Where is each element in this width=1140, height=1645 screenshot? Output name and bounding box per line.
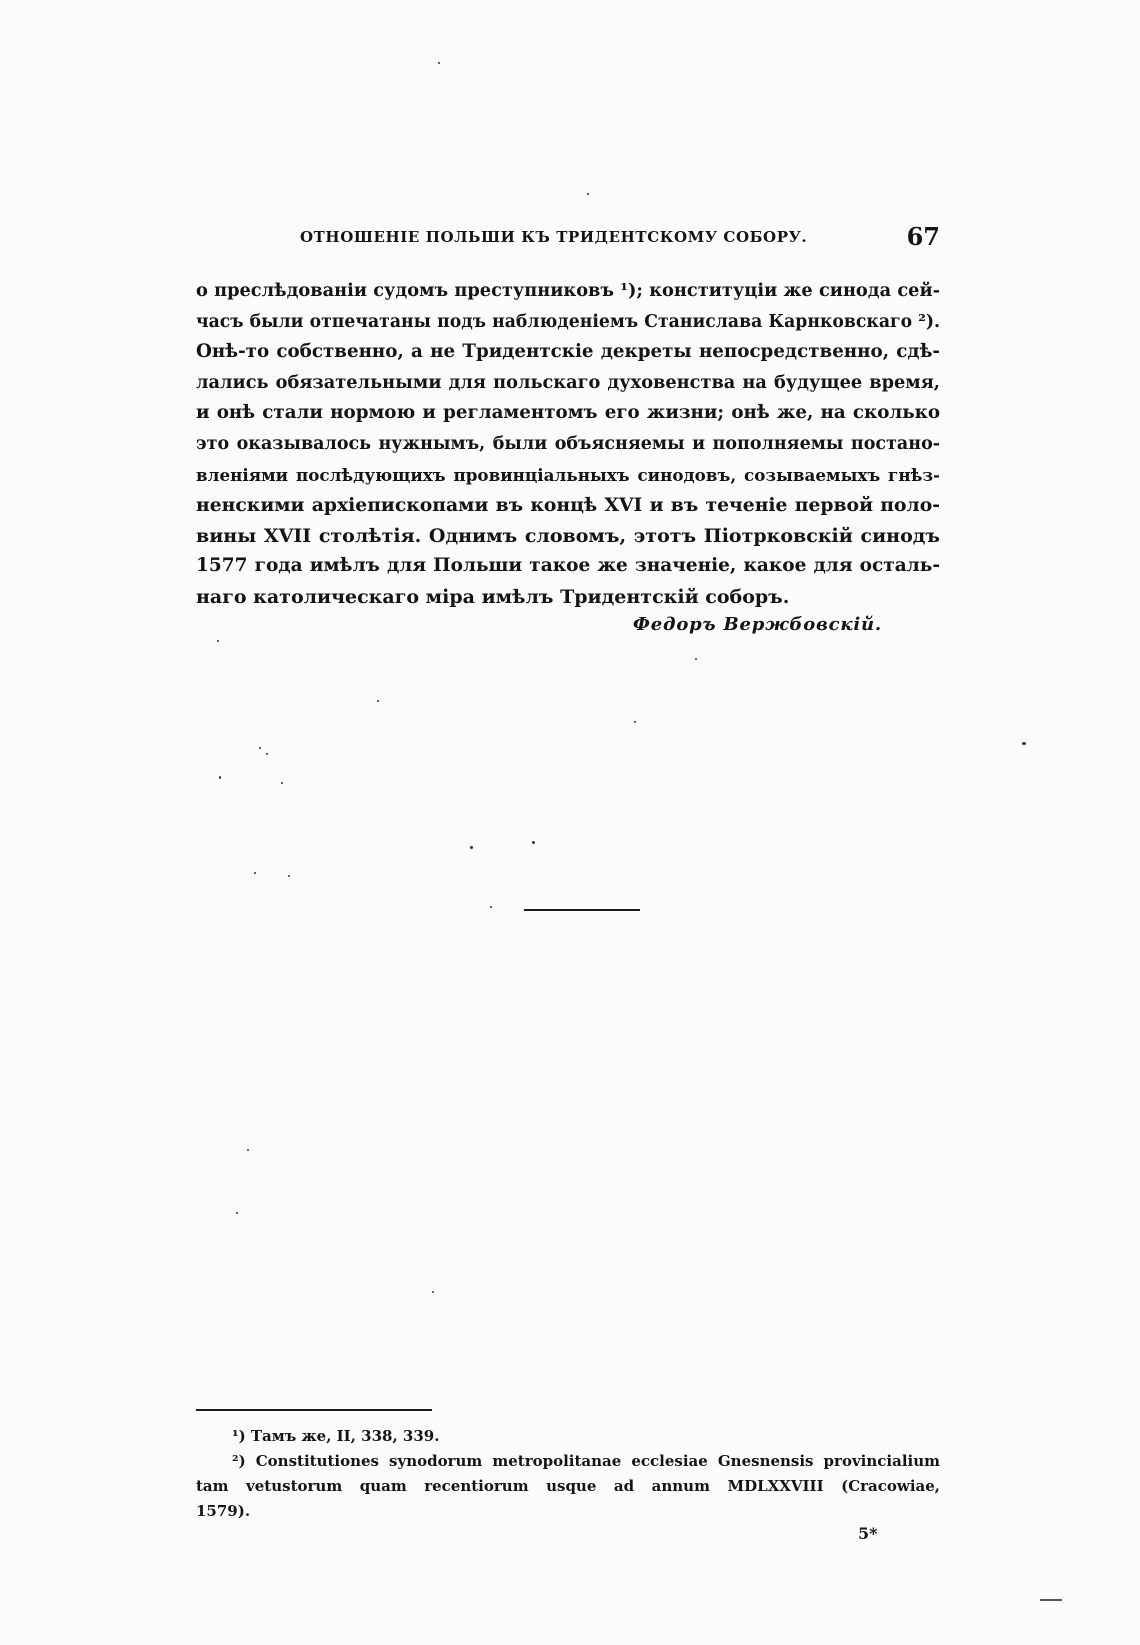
scan-speck — [432, 1291, 434, 1293]
text-line: лались обязательными для польскаго духовенства на будущее время, — [196, 371, 940, 393]
running-title: ОТНОШЕНІЕ ПОЛЬШИ КЪ ТРИДЕНТСКОМУ СОБОРУ. — [300, 228, 808, 246]
page-number: 67 — [906, 222, 940, 251]
author-signature: Федоръ Вержбовскій. — [632, 614, 882, 635]
scan-speck — [247, 1149, 249, 1151]
text-line: ненскими архіепископами въ концѣ XVI и въ теченіе первой поло- — [196, 494, 940, 517]
scan-speck — [532, 841, 535, 844]
printer-signature-mark: 5* — [858, 1524, 878, 1543]
text-line: это оказывалось нужнымъ, были объясняемы и пополняемы постано- — [196, 433, 940, 454]
scan-edge-mark — [1040, 1599, 1062, 1601]
text-line: часъ были отпечатаны подъ наблюденіемъ Станислава Карнковскаго ²). — [196, 311, 940, 332]
scan-speck — [1022, 742, 1026, 745]
scan-speck — [281, 782, 283, 784]
text-line: вины XVII столѣтія. Однимъ словомъ, этотъ Піотрковскій синодъ — [196, 524, 940, 547]
text-line: и онѣ стали нормою и регламентомъ его жизни; онѣ же, на сколько — [196, 402, 940, 424]
scan-speck — [236, 1212, 238, 1214]
scan-speck — [634, 721, 636, 723]
scan-speck — [470, 846, 473, 849]
scan-speck — [490, 906, 492, 908]
section-divider — [524, 909, 640, 911]
footnote-1: ¹) Тамъ же, II, 338, 339. — [232, 1427, 440, 1445]
scan-speck — [695, 658, 697, 660]
scan-speck — [217, 640, 219, 642]
footnote-2-end: 1579). — [196, 1502, 251, 1520]
scan-speck — [259, 747, 261, 749]
scan-speck — [377, 700, 379, 702]
footnote-rule — [196, 1409, 432, 1411]
text-line: 1577 года имѣлъ для Польши такое же значеніе, какое для осталь- — [196, 555, 940, 577]
scan-speck — [219, 776, 221, 779]
footnote-2-continued: tam vetustorum quam recentiorum usque ad annum MDLXXVIII (Cracowiae, — [196, 1477, 940, 1495]
scan-speck — [266, 753, 268, 755]
running-head — [300, 222, 940, 252]
text-line: наго католическаго міра имѣлъ Тридентскій соборъ. — [196, 585, 790, 608]
scan-speck — [587, 193, 589, 195]
text-line: Онѣ-то собственно, а не Тридентскіе декреты непосредственно, сдѣ- — [196, 341, 940, 363]
text-line: вленіями послѣдующихъ провинціальныхъ синодовъ, созываемыхъ гнѣз- — [196, 464, 940, 485]
footnotes — [196, 1424, 940, 1524]
footnote-2: ²) Constitutiones synodorum metropolitanae ecclesiae Gnesnensis provincialium — [232, 1452, 940, 1470]
body-text — [196, 276, 940, 613]
scan-speck — [254, 872, 256, 874]
scan-speck — [288, 875, 290, 877]
text-line: о преслѣдованіи судомъ преступниковъ ¹); конституціи же синода сей- — [196, 280, 940, 301]
scan-speck — [438, 62, 440, 64]
